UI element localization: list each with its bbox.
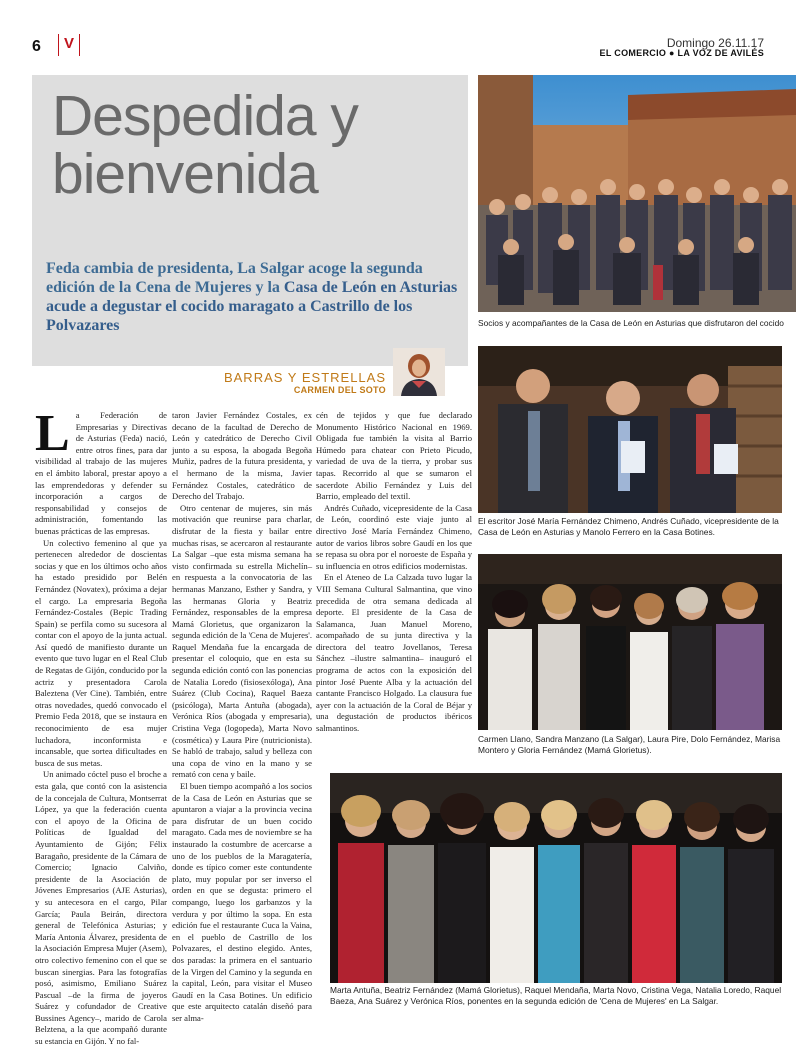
section-logo: V — [58, 34, 80, 56]
three-men-photo — [478, 346, 782, 513]
group-photo-outdoors — [478, 75, 796, 312]
women-group-photo-2 — [330, 773, 782, 983]
paragraph: Un animado cóctel puso el broche a esta gala, que contó con la asistencia de la concejala de Cultura, Montserrat López, ya que la federación cuenta con el apoyo de la Oficina de Políticas de Igualdad del Ayuntamiento de Gijón; Félix Baragaño, presidente de la Cámara de Comercio; Ignacio Calviño, presidente de la Asociación de Jóvenes Empresarios (AJE Asturias), y su antecesora en el cargo, Pilar García; Paula Beirán, directora general de Telefónica Asturias; y María Antonia Álvarez, presidenta de la Asociación Empresa Mujer (Asem), otro colectivo femenino con el que se buscan sinergias. Para las fotografías posó, asimismo, Emiliano Suárez Pascual –de la firma de joyeros Suárez y cofundador de Creative Bussines Agency–, marido de Carola Belztena, a la que acompañó durante su estancia en Gijón. Y no fal- — [35, 769, 167, 1047]
article-column-1 — [35, 405, 167, 1048]
paragraph: Andrés Cuñado, vicepresidente de la Casa de León, coordinó este viaje junto al directivo José María Fernández Chimeno, autor de varios libros sobre Gaudí en los que se repasa su obra por el noroeste de España y su influencia en otros edificios modernistas. — [316, 502, 472, 571]
header-newspaper-name: EL COMERCIO ● LA VOZ DE AVILÉS — [599, 48, 764, 58]
subheadline — [46, 259, 464, 335]
women-group-photo-1 — [478, 554, 782, 730]
paragraph: taron Javier Fernández Costales, ex decano de la facultad de Derecho de León y catedrático de Derecho Civil junto a su esposa, la abogada Begoña Muñiz, padres de la futura presidenta, y el hermano de la misma, Javier Fernández Costales, catedrático de Derecho del Trabajo. — [172, 410, 312, 502]
headline-line-2: bienvenida — [52, 142, 318, 206]
subheadline-part-1: Feda cambia de presidenta, La Salgar acoge la segunda edición de la Cena de Mujeres y la — [46, 260, 423, 296]
subheadline-part-2: Casa de León en Asturias acude a degustar el cocido maragato a Castrillo de los Polvazares — [46, 279, 458, 334]
headline-box — [32, 75, 468, 366]
paragraph: En el Ateneo de La Calzada tuvo lugar la VIII Semana Cultural Salmantina, que vino precedida de otra semana dedicada al deporte. El presidente de la Casa de Salamanca, Juan Manuel Moreno, acompañado de su junta directiva y la directora del teatro Jovellanos, Teresa Sánchez –ilustre salmantina– inauguró el programa de actos con la exposición del pintor José Puente Alba y la actuación del cantante Francisco Holgado. La clausura fue ayer con la actuación de la Coral de Béjar y una degustación de productos ibéricos salmantinos. — [316, 572, 472, 734]
photo-3-caption: Carmen Llano, Sandra Manzano (La Salgar), Laura Pire, Dolo Fernández, Marisa Montero y Gloria Fernández (Mamá Glorietus). — [478, 734, 781, 755]
headline — [52, 84, 462, 206]
headline-line-1: Despedida y — [52, 84, 358, 148]
header-date: Domingo 26.11.17 — [666, 36, 764, 50]
photo-1-caption: Socios y acompañantes de la Casa de León en Asturias que disfrutaron del cocido — [478, 318, 784, 328]
article-column-2 — [172, 410, 312, 1024]
photo-4-caption: Marta Antuña, Beatriz Fernández (Mamá Glorietus), Raquel Mendaña, Marta Novo, Cristina Vega, Natalia Loredo, Raquel Baeza, Ana Suárez y Verónica Ríos, ponentes en la segunda edición de 'Cena de Mujeres' en La Salgar. — [330, 985, 782, 1006]
dropcap: L — [35, 405, 70, 462]
paragraph: cén de tejidos y que fue declarado Monumento Histórico Nacional en 1969. Obligada fue también la visita al Barrio Húmedo para chatear con Prieto Picudo, variedad de uva de la tierra, y probar sus tapas. Recorrido al que se sumaron el sacerdote Abilio Fernández y Luis del Barrio, empleado del textil. — [316, 410, 472, 502]
author-name: CARMEN DEL SOTO — [293, 385, 386, 395]
paragraph: El buen tiempo acompañó a los socios de la Casa de León en Asturias que se apuntaron a viajar a la provincia vecina para disfrutar de un buen cocido maragato. Cada mes de noviembre se ha instaurado la costumbre de acercarse a uno de los pueblos de la Maragatería, donde es típico comer este contundente plato, muy popular por ser inverso el orden en que se degusta: primero el compango, luego los garbanzos y la verdura y por último la sopa. En esta edición fue el restaurante Cuca la Vaina, en el pueblo de Castrillo de los Polvazares, el destino elegido. Antes, dos paradas: la primera en el santuario de la Virgen del Camino y la segunda en la capital, León, para visitar el Museo Gaudí en la Casa Botines. Un edificio que este arquitecto catalán diseñó para ser alma- — [172, 781, 312, 1023]
paragraph: Otro centenar de mujeres, sin más motivación que reunirse para charlar, disfrutar de la fiesta y bailar entre muchas risas, se acercaron al restaurante La Salgar –que esta misma semana ha visto confirmada su estrella Michelín– en respuesta a la convocatoria de las hermanas Manzano, Esther y Sandra, y las hermanas Gloria y Beatriz Fernández, responsables de la empresa Mamá Glorietus, que organizaron la segunda edición de la 'Cena de Mujeres'. Raquel Mendaña fue la encargada de presentar el coloquio, que en esta su segunda edición contó con las ponencias de Natalia Loredo (fisiosexóloga), Ana Suárez (Club Cocina), Raquel Baeza (psicóloga), Marta Antuña (abogada), Verónica Ríos (abogada y empresaria), Cristina Vega (logopeda), Marta Novo (cosmética) y Laura Pire (nutricionista). Se habló de trabajo, salud y belleza con una copa de vino en la mano y se remató con cena y baile. — [172, 502, 312, 780]
paragraph-1 — [35, 405, 167, 538]
column-section-name: BARRAS Y ESTRELLAS — [223, 370, 386, 385]
article-column-3 — [316, 410, 472, 735]
photo-2-caption: El escritor José María Fernández Chimeno, Andrés Cuñado, vicepresidente de la Casa de León en Asturias y Manolo Ferrero en la Casa Botines. — [478, 516, 779, 537]
paragraph: Un colectivo femenino al que ya pertenecen alrededor de doscientas socias y que en los últimos ocho años ha estado presidido por Belén Fernández (Novatex), próxima a dejar el cargo. La empresaria Begoña Fernández-Costales (Bepic Trading Spain) se perfila como su sucesora al contar con el apoyo de la junta actual. Así quedó de manifiesto durante un evento que tuvo lugar en el Real Club de Regatas de Gijón, conducido por la actriz y presentadora Carola Baleztena (Ver Cine). También, entre otras novedades, quedó convocado el Premio Feda 2018, que se instaura en reconocimiento de esa mujer luchadora, inconformista e incansable, que sortea dificultades en busca de sus metas. — [35, 537, 167, 768]
page-number: 6 — [32, 38, 41, 55]
paragraph-1-text: a Federación de Empresarias y Directivas de Asturias (Feda) nació, entre otros fines, para dar visibilidad al trabajo de las mujeres en el ámbito laboral, prestar apoyo a las emprendedoras y defender su incorporación a cargos de responsabilidad y consejos de administración, fomentando las buenas prácticas de las empresas. — [35, 410, 167, 536]
author-portrait — [393, 348, 445, 396]
